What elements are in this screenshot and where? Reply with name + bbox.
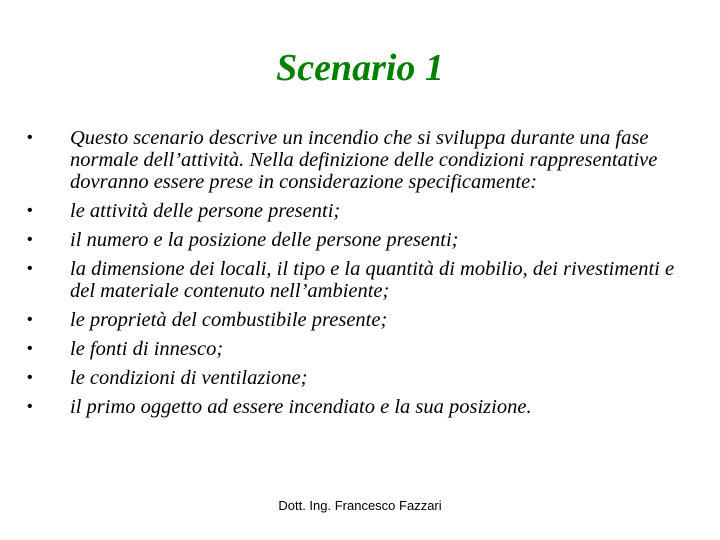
bullet-item — [27, 200, 677, 222]
bullet-list — [27, 127, 677, 425]
bullet-text: il primo oggetto ad essere incendiato e la sua posizione. — [70, 396, 532, 418]
footer-author: Dott. Ing. Francesco Fazzari — [278, 498, 442, 513]
bullet-item — [27, 338, 677, 360]
bullet-text: la dimensione dei locali, il tipo e la quantità di mobilio, dei rivestimenti e del materiale contenuto nell’ambiente; — [70, 258, 675, 302]
bullet-icon: • — [27, 369, 33, 386]
bullet-item — [27, 127, 677, 193]
bullet-item — [27, 258, 677, 302]
bullet-item — [27, 396, 677, 418]
bullet-icon: • — [27, 260, 33, 277]
bullet-text: le condizioni di ventilazione; — [70, 367, 308, 389]
bullet-text: Questo scenario descrive un incendio che si sviluppa durante una fase normale dell’attività. Nella definizione delle condizioni rappresentative dovranno essere prese in considerazione specificamente: — [70, 127, 658, 193]
bullet-icon: • — [27, 129, 33, 146]
bullet-item — [27, 229, 677, 251]
bullet-icon: • — [27, 340, 33, 357]
bullet-icon: • — [27, 311, 33, 328]
bullet-icon: • — [27, 231, 33, 248]
slide-title: Scenario 1 — [276, 47, 444, 89]
bullet-text: le attività delle persone presenti; — [70, 200, 341, 222]
bullet-item — [27, 367, 677, 389]
bullet-text: le proprietà del combustibile presente; — [70, 309, 388, 331]
bullet-item — [27, 309, 677, 331]
bullet-text: le fonti di innesco; — [70, 338, 224, 360]
bullet-icon: • — [27, 202, 33, 219]
bullet-icon: • — [27, 398, 33, 415]
bullet-text: il numero e la posizione delle persone presenti; — [70, 229, 459, 251]
